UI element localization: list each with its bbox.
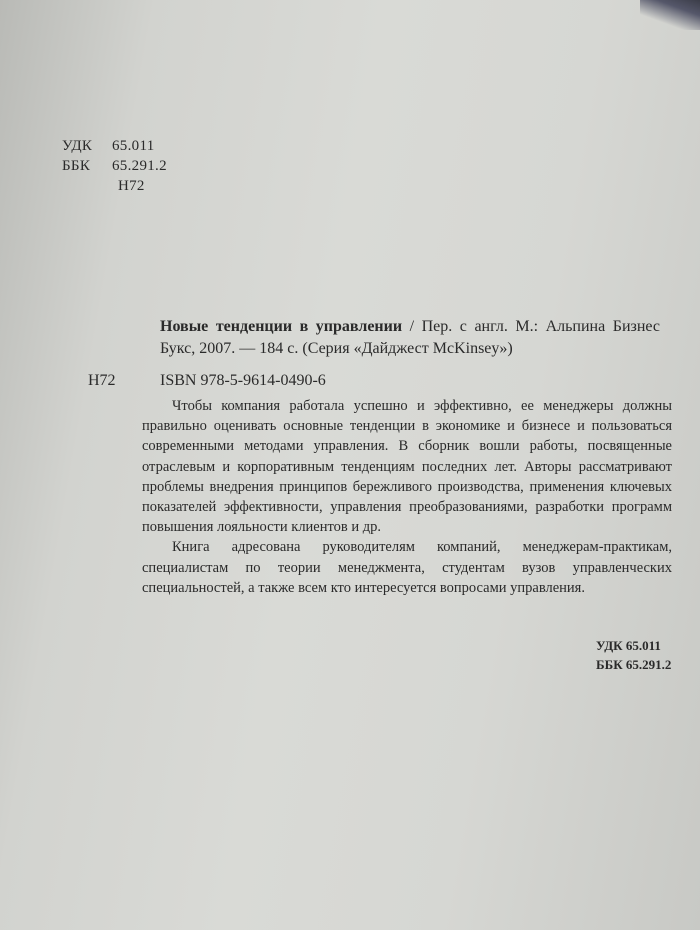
bbk-value: 65.291.2 bbox=[112, 158, 167, 174]
udk-code: УДК 65.011 bbox=[596, 638, 661, 653]
publication-details: / Пер. с англ. М.: Альпина Бизнес Букс, 2007. — 184 с. (Серия «Дайджест McKinsey») bbox=[160, 318, 660, 357]
annotation bbox=[142, 396, 672, 598]
bbk-row bbox=[62, 156, 167, 176]
book-cover-edge bbox=[640, 0, 700, 30]
classification-codes-bottom bbox=[596, 636, 671, 674]
udk-value: 65.011 bbox=[112, 138, 155, 154]
bibliographic-description bbox=[160, 316, 660, 360]
bbk-code: ББК 65.291.2 bbox=[596, 657, 672, 672]
isbn-row bbox=[88, 370, 326, 392]
bbk-label: ББК bbox=[62, 158, 91, 174]
annotation-paragraph: Чтобы компания работала успешно и эффективно, ее менеджеры должны правильно оценивать основные тенденции в экономике и бизнесе и пользоваться современными методами управления. В сборник вошли работы, посвященные отраслевым и корпоративным тенденциям последних лет. Авторы рассматривают проблемы внедрения принципов бережливого производства, применения ключевых показателей эффективности, управления преобразованиями, разработки программ повышения лояльности клиентов и др. bbox=[142, 398, 672, 536]
book-title: Новые тенденции в управлении bbox=[160, 318, 403, 335]
udk-label: УДК bbox=[62, 138, 93, 154]
annotation-paragraph: Книга адресована руководителям компаний, менеджерам-практикам, специалистам по теории менеджмента, студентам вузов управленческих специальностей, а также всем кто интересуется вопросами управления. bbox=[142, 539, 672, 596]
classification-codes bbox=[62, 136, 167, 196]
udk-row bbox=[62, 136, 167, 156]
author-mark: Н72 bbox=[118, 178, 145, 194]
isbn-value: ISBN 978-5-9614-0490-6 bbox=[160, 372, 326, 389]
isbn-author-mark: Н72 bbox=[88, 372, 116, 389]
